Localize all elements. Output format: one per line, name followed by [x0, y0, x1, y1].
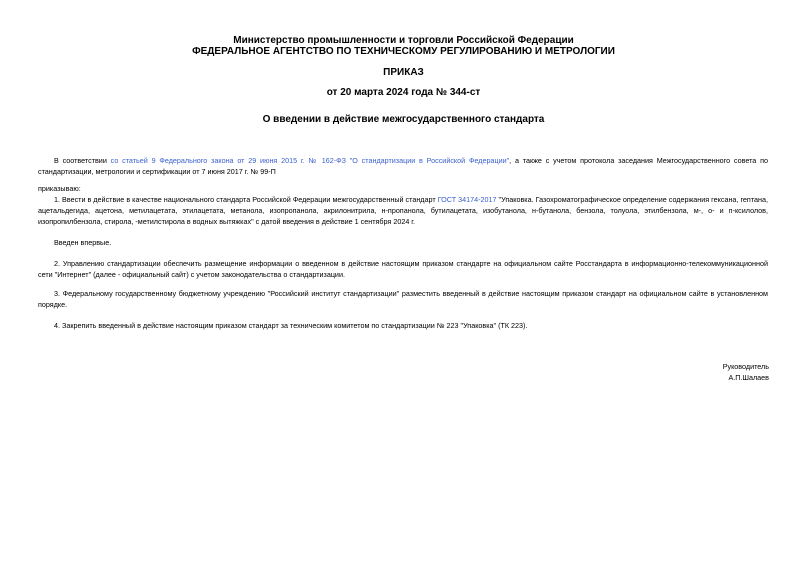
document-date-number: от 20 марта 2024 года № 344-ст: [326, 87, 481, 98]
signatory-name: А.П.Шалаев: [728, 373, 769, 382]
preamble-suffix: , а также с учетом протокола заседания Межгосударственного совета по стандартизации, метрологии и сертификации от 7 июня 2017 г. № 99-П: [38, 156, 768, 176]
document-subject: О введении в действие межгосударственного стандарта: [262, 114, 545, 125]
preamble-prefix: В соответствии: [54, 156, 111, 165]
order-item-3: 3. Федеральному государственному бюджетному учреждению "Российский институт стандартизации" разместить введенный в действие настоящим приказом стандарт на официальном сайте в установленном порядке.: [38, 289, 768, 309]
signatory-title: Руководитель: [722, 362, 769, 371]
federal-law-link[interactable]: со статьей 9 Федерального закона от 29 июня 2015 г. № 162-ФЗ "О стандартизации в Российской Федерации": [110, 156, 510, 165]
ministry-name: Министерство промышленности и торговли Российской Федерации: [233, 35, 574, 46]
preamble-paragraph: [38, 155, 768, 177]
standard-link[interactable]: ГОСТ 34174-2017: [437, 195, 497, 204]
agency-name: ФЕДЕРАЛЬНОЕ АГЕНТСТВО ПО ТЕХНИЧЕСКОМУ РЕГУЛИРОВАНИЮ И МЕТРОЛОГИИ: [192, 46, 615, 57]
order-item-2: 2. Управлению стандартизации обеспечить размещение информации о введенном в действие настоящим приказом стандарте на официальном сайте Росстандарта в информационно-телекоммуникационной сети "Интернет" (далее - официальный сайт) с учетом законодательства о стандартизации.: [38, 259, 768, 279]
document-type: ПРИКАЗ: [383, 67, 424, 78]
introduced-first-note: Введен впервые.: [54, 238, 112, 247]
order-word: приказываю:: [38, 184, 81, 193]
order-item-4: 4. Закрепить введенный в действие настоящим приказом стандарт за техническим комитетом по стандартизации № 223 "Упаковка" (ТК 223).: [54, 321, 528, 330]
item-1-prefix: 1. Ввести в действие в качестве национального стандарта Российской Федерации межгосударственный стандарт: [54, 195, 438, 204]
item-1-suffix: "Упаковка. Газохроматографическое определение содержания гексана, гептана, ацетальдегида, ацетона, метилацетата, этилацетата, метанола, изопропанола, акрилонитрила, н-пропанола, бутилацетата, изобутанола, н-бутанола, бензола, толуола, этилбензола, м-, о- и п-ксилолов, изопропилбензола, стирола, -метилстирола в водных вытяжках" с датой введения в действие 1 сентября 2024 г.: [38, 195, 768, 226]
order-item-1: [38, 194, 768, 227]
